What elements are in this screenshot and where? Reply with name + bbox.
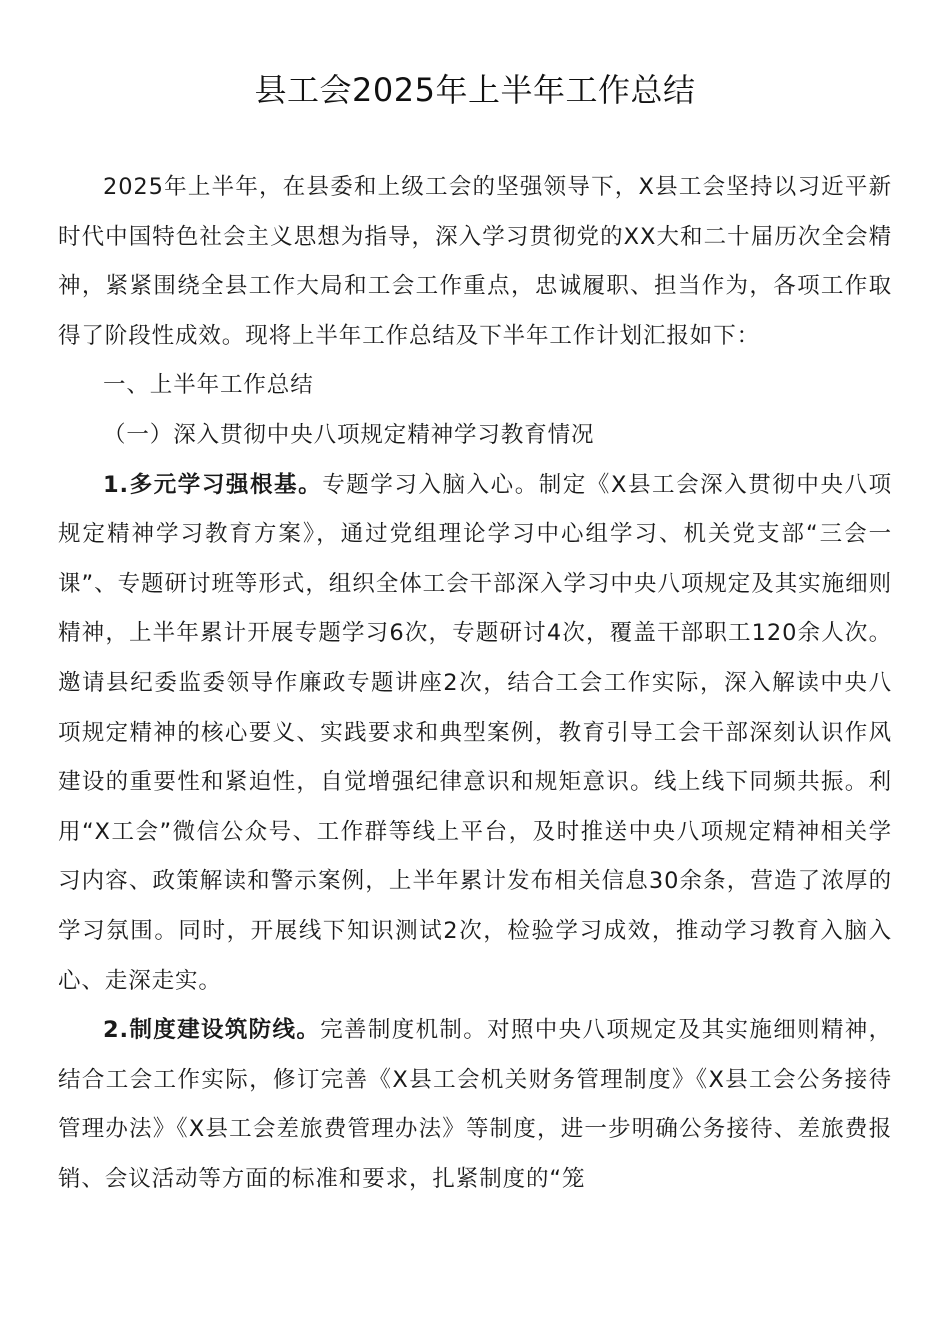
section-heading: 一、上半年工作总结 [103, 372, 314, 399]
document-title: 县工会2025年上半年工作总结 [254, 71, 696, 109]
item-1-text: 专题学习入脑入心。制定《X县工会深入贯彻中央八项规定精神学习教育方案》，通过党组理论学习中心组学习、机关党支部“三会一课”、专题研讨班等形式，组织全体工会干部深入学习中央八项规定及其实施细则精神，上半年累计开展专题学习6次，专题研讨4次，覆盖干部职工120余人次。邀请县纪委监委领导作廉政专题讲座2次，结合工会工作实际，深入解读中央八项规定精神的核心要义、实践要求和典型案例，教育引导工会干部深刻认识作风建设的重要性和紧迫性，自觉增强纪律意识和规矩意识。线上线下同频共振。利用“X工会”微信公众号、工作群等线上平台，及时推送中央八项规定精神相关学习内容、政策解读和警示案例，上半年累计发布相关信息30余条，营造了浓厚的学习氛围。同时，开展线下知识测试2次，检验学习成效，推动学习教育入脑入心、走深走实。 [58, 471, 892, 994]
item-2-text: 完善制度机制。对照中央八项规定及其实施细则精神，结合工会工作实际，修订完善《X县工会机关财务管理制度》《X县工会公务接待管理办法》《X县工会差旅费管理办法》等制度，进一步明确公务接待、差旅费报销、会议活动等方面的标准和要求，扎紧制度的“笼 [58, 1017, 892, 1192]
document-body [58, 163, 892, 1204]
item-2-lead: 2.制度建设筑防线。 [103, 1017, 321, 1044]
subsection-heading: （一）深入贯彻中央八项规定精神学习教育情况 [103, 421, 595, 448]
item-paragraph-2 [58, 1006, 892, 1204]
item-1-lead: 1.多元学习强根基。 [103, 471, 323, 498]
intro-paragraph: 2025年上半年，在县委和上级工会的坚强领导下，X县工会坚持以习近平新时代中国特色社会主义思想为指导，深入学习贯彻党的XX大和二十届历次全会精神，紧紧围绕全县工作大局和工会工作重点，忠诚履职、担当作为，各项工作取得了阶段性成效。现将上半年工作总结及下半年工作计划汇报如下： [58, 174, 892, 349]
item-paragraph-1 [58, 461, 892, 1007]
